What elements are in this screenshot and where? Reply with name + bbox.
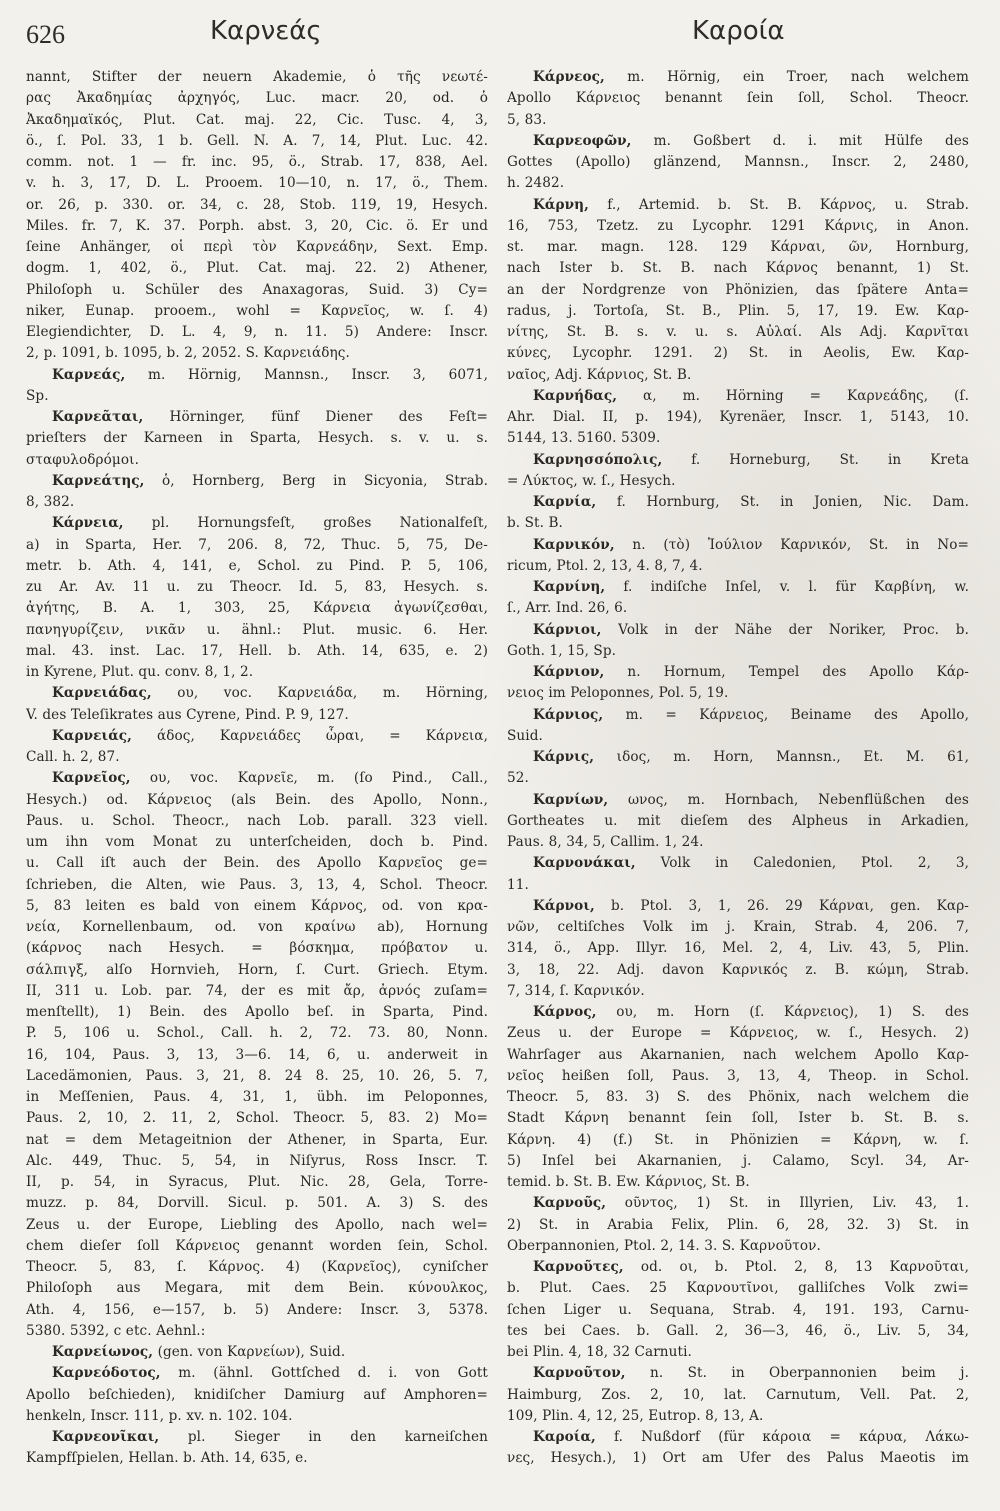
- line-text: Gortheates u. mit dieſem des Alpheus in Arkadien,: [507, 812, 969, 829]
- text-line: [26, 747, 488, 768]
- headword: Κάρνιον,: [533, 664, 605, 680]
- line-text: ναῖος, Adj. Κάρνιος, St. B.: [507, 366, 692, 383]
- text-line: [26, 450, 488, 471]
- text-line: [26, 641, 488, 662]
- line-text: Miles. fr. 7, K. 37. Porph. abst. 3, 20, Cic. ö. Er und: [26, 217, 488, 234]
- entry-first-line: [507, 386, 969, 407]
- headword: Κάρνιος,: [533, 706, 604, 723]
- line-text: chem dieſer ſoll Κάρνειος genannt worden ſein, Schol.: [26, 1237, 488, 1254]
- line-text: an der Nordgrenze von Phönizien, das ſpätere Anta=: [507, 281, 969, 298]
- text-line: [507, 1406, 969, 1427]
- line-text: ſ., Arr. Ind. 26, 6.: [507, 600, 628, 617]
- line-text: ρας Ἀκαδημίας ἀρχηγός, Luc. macr. 20, od. ὁ: [26, 90, 488, 107]
- line-text: 8, 382.: [26, 494, 75, 510]
- text-line: [507, 237, 969, 258]
- text-line: [26, 131, 488, 152]
- line-text: 3, 18, 22. Adj. davon Καρνικός z. B. κώμη, Strab.: [507, 961, 969, 978]
- page-number: 626: [26, 20, 65, 49]
- line-text: ιδος, m. Horn, Mannsn., Et. M. 61,: [594, 749, 969, 765]
- text-line: [507, 981, 969, 1002]
- line-text: Volk in Caledonien, Ptol. 2, 3,: [635, 855, 969, 872]
- line-text: ö., ſ. Pol. 33, 1 b. Gell. N. A. 7, 14, Plut. Luc. 42.: [26, 132, 488, 149]
- text-line: [26, 216, 488, 237]
- line-text: σταφυλοδρόμοι.: [26, 451, 139, 468]
- line-text: f. Hornburg, St. in Jonien, Nic. Dam.: [596, 494, 969, 510]
- line-text: n. St. in Oberpannonien beim j.: [625, 1365, 969, 1382]
- text-line: [26, 280, 488, 301]
- line-text: 2, p. 1091, b. 1095, b. 2, 2052. S. Καρνειάδης.: [26, 345, 350, 362]
- headword: Καρνοῦτον,: [533, 1365, 626, 1382]
- text-line: [26, 1406, 488, 1427]
- entry-first-line: [507, 1002, 969, 1023]
- text-line: [507, 1151, 969, 1172]
- line-text: pl. Hornungsfeſt, großes Nationalfeſt,: [123, 515, 488, 532]
- line-text: Theocr. 5, 83. 3) S. des Phönix, nach welchem die: [507, 1089, 969, 1105]
- line-text: v. h. 3, 17, D. L. Prooem. 10—10, n. 17, ö., Them.: [26, 175, 488, 192]
- line-text: or. 26, p. 330. or. 34, c. 28, Stob. 119, 19, Hesych.: [26, 196, 488, 213]
- left-column: [26, 67, 488, 1470]
- line-text: Volk in der Nähe der Noriker, Proc. b.: [601, 621, 969, 638]
- line-text: 52.: [507, 770, 529, 787]
- text-line: [507, 88, 969, 109]
- text-line: [507, 365, 969, 386]
- headword: Καρνοῦτες,: [533, 1259, 624, 1275]
- line-text: b. Ptol. 3, 1, 26. 29 Κάρναι, gen. Καρ-: [594, 897, 969, 914]
- headword: Καρνεόδοτος,: [52, 1365, 161, 1382]
- line-text: Theocr. 5, 83, ſ. Κάρνος. 4) (Καρνεῖος), cyniſcher: [26, 1259, 488, 1275]
- text-line: [507, 1278, 969, 1299]
- text-line: [507, 1108, 969, 1129]
- text-line: [507, 768, 969, 789]
- text-line: [26, 1066, 488, 1087]
- entry-first-line: [507, 790, 969, 811]
- line-text: 5380. 5392, c etc. Aehnl.:: [26, 1322, 206, 1339]
- entry-first-line: [507, 620, 969, 641]
- line-text: 5, 83.: [507, 111, 547, 128]
- text-line: [26, 577, 488, 598]
- text-line: [26, 1278, 488, 1299]
- text-line: [26, 258, 488, 279]
- text-line: [26, 938, 488, 959]
- headword: Καρνίων,: [533, 791, 609, 808]
- line-text: πανηγυρίζειν, νικᾶν u. ähnl.: Plut. music. 6. Her.: [26, 621, 488, 638]
- headword: Καρνίνη,: [533, 579, 606, 595]
- entry-first-line: [507, 705, 969, 726]
- line-text: um ihn vom Monat zu unterſcheiden, doch b. Pind.: [26, 834, 488, 850]
- line-text: f. indiſche Inſel, v. l. für Καρβίνη, w.: [605, 579, 969, 595]
- line-text: Gottes (Apollo) glänzend, Mannsn., Inscr. 2, 2480,: [507, 154, 969, 170]
- headword: Καρνείωνος,: [52, 1344, 154, 1360]
- text-line: [26, 598, 488, 619]
- line-text: Ath. 4, 156, e—157, b. 5) Andere: Inscr. 3, 5378.: [26, 1301, 488, 1318]
- line-text: οῦντος, 1) St. in Illyrien, Liv. 43, 1.: [606, 1195, 969, 1212]
- text-line: [507, 1087, 969, 1108]
- line-text: 109, Plin. 4, 12, 25, Eutrop. 8, 13, A.: [507, 1407, 764, 1424]
- entry-first-line: [507, 195, 969, 216]
- line-text: m. Hörnig, ein Troer, nach welchem: [604, 69, 969, 85]
- headword: Κάρνιοι,: [533, 621, 602, 638]
- text-line: [26, 790, 488, 811]
- line-text: νίτης, St. B. s. v. u. s. Αὐλαί. Als Adj. Καρνῖται: [507, 324, 969, 340]
- headword: Καρνειάδας,: [52, 685, 152, 702]
- text-line: [507, 471, 969, 492]
- line-text: pl. Sieger in den karneiſchen: [159, 1429, 488, 1445]
- line-text: dogm. 1, 402, ö., Plut. Cat. maj. 22. 2) Athener,: [26, 260, 488, 277]
- line-text: zu Ar. Av. 11 u. zu Theocr. Id. 5, 83, Hesych. s.: [26, 579, 488, 595]
- line-text: bei Plin. 4, 18, 32 Carnuti.: [507, 1344, 692, 1360]
- line-text: in Kyrene, Plut. qu. conv. 8, 1, 2.: [26, 664, 254, 680]
- text-line: [507, 110, 969, 131]
- text-line: [507, 1215, 969, 1236]
- line-text: P. 5, 106 u. Schol., Call. h. 2, 72. 73. 80, Nonn.: [26, 1025, 488, 1042]
- text-line: [507, 301, 969, 322]
- text-line: [26, 173, 488, 194]
- entry-first-line: [507, 1257, 969, 1278]
- entry-first-line: [26, 471, 488, 492]
- line-text: u. Call iſt auch der Bein. des Apollo Καρνεῖος ge=: [26, 855, 488, 872]
- line-text: Goth. 1, 15, Sp.: [507, 642, 617, 659]
- line-text: ωνος, m. Hornbach, Nebenflüßchen des: [608, 791, 969, 808]
- headword: Καρνεῖος,: [52, 770, 131, 787]
- text-line: [507, 216, 969, 237]
- text-line: [26, 556, 488, 577]
- headword: Κάρνη,: [533, 196, 589, 213]
- line-text: Paus. 8, 34, 5, Callim. 1, 24.: [507, 834, 704, 850]
- line-text: 5144, 13. 5160. 5309.: [507, 430, 661, 447]
- line-text: νεῖος heißen ſoll, Paus. 3, 13, 4, Theop. in Schol.: [507, 1067, 969, 1084]
- line-text: m. = Κάρνειος, Beiname des Apollo,: [603, 706, 969, 723]
- right-column: [507, 67, 969, 1470]
- line-text: V. des Teleſikrates aus Cyrene, Pind. P. 9, 127.: [26, 706, 349, 723]
- line-text: Sp.: [26, 387, 49, 404]
- line-text: menſtellt), 1) Bein. des Apollo beſ. in Sparta, Pind.: [26, 1004, 488, 1020]
- line-text: Hesych.) od. Κάρνειος (als Bein. des Apollo, Nonn.,: [26, 791, 488, 808]
- line-text: ricum, Ptol. 2, 13, 4. 8, 7, 4.: [507, 557, 703, 574]
- line-text: 11.: [507, 876, 529, 893]
- line-text: α, m. Hörning = Καρνεάδης, (ſ.: [617, 387, 969, 404]
- text-line: [26, 1385, 488, 1406]
- headword: Κάρνεος,: [533, 69, 605, 85]
- line-text: II, 311 u. Lob. par. 74, der es mit ἄρ, ἀρνός zuſam=: [26, 982, 488, 999]
- entry-first-line: [507, 492, 969, 513]
- text-line: [26, 428, 488, 449]
- text-line: [507, 173, 969, 194]
- text-line: [507, 1066, 969, 1087]
- text-line: [26, 67, 488, 88]
- headword: Καρνεοφῶν,: [533, 132, 632, 149]
- text-line: [507, 1045, 969, 1066]
- text-line: [26, 195, 488, 216]
- text-line: [507, 641, 969, 662]
- line-text: Hörninger, fünf Diener des Feſt=: [143, 409, 488, 425]
- entry-first-line: [26, 407, 488, 428]
- text-line: [507, 152, 969, 173]
- text-line: [26, 917, 488, 938]
- text-line: [507, 875, 969, 896]
- line-text: (κάρνος nach Hesych. = βόσκημα, πρόβατον u.: [26, 940, 488, 957]
- headword: Καρνεάτης,: [52, 472, 145, 489]
- running-head-right: Καροία: [692, 16, 785, 46]
- line-text: metr. b. Ath. 4, 141, e, Schol. zu Pind. P. 5, 106,: [26, 557, 488, 574]
- line-text: άδος, Καρνειάδες ὧραι, = Κάρνεια,: [131, 727, 488, 744]
- entry-first-line: [507, 1427, 969, 1448]
- text-line: [26, 88, 488, 109]
- headword: Κάρνις,: [533, 749, 595, 765]
- text-line: [507, 1172, 969, 1193]
- line-text: Lacedämonien, Paus. 3, 21, 8. 24 8. 25, 10. 26, 5. 7,: [26, 1067, 488, 1084]
- line-text: henkeln, Inscr. 111, p. xv. n. 102. 104.: [26, 1407, 293, 1424]
- text-line: [26, 981, 488, 1002]
- text-line: [507, 556, 969, 577]
- text-line: [26, 1151, 488, 1172]
- line-text: Oberpannonien, Ptol. 2, 14. 3. S. Καρνοῦτον.: [507, 1237, 821, 1254]
- running-head-left: Καρνεάς: [210, 16, 322, 46]
- text-line: [26, 811, 488, 832]
- text-line: [507, 1321, 969, 1342]
- line-text: Call. h. 2, 87.: [26, 749, 120, 765]
- text-line: [26, 1108, 488, 1129]
- headword: Καρνήδας,: [533, 387, 618, 404]
- line-text: ου, m. Horn (ſ. Κάρνειος), 1) S. des: [596, 1004, 969, 1020]
- text-line: [26, 386, 488, 407]
- line-text: Paus. 2, 10, 2. 11, 2, Schol. Theocr. 5, 83. 2) Mo=: [26, 1110, 488, 1127]
- line-text: Stadt Κάρνη benannt ſein ſoll, Ister b. St. B. s.: [507, 1110, 969, 1127]
- line-text: ὁ, Hornberg, Berg in Sicyonia, Strab.: [144, 472, 488, 489]
- headword: Καρνειάς,: [52, 727, 132, 744]
- text-line: [26, 1215, 488, 1236]
- text-line: [26, 1448, 488, 1469]
- text-line: [507, 1342, 969, 1363]
- line-text: m. Goßbert d. i. mit Hülfe des: [631, 132, 969, 149]
- text-line: [26, 1236, 488, 1257]
- line-text: Ahr. Dial. II, p. 194), Kyrenäer, Inscr. 1, 5143, 10.: [507, 409, 969, 425]
- line-text: Apollo Κάρνειος benannt ſein ſoll, Schol. Theocr.: [507, 90, 969, 107]
- line-text: νεία, Kornellenbaum, od. von κραίνω ab), Hornung: [26, 919, 488, 935]
- text-line: [26, 853, 488, 874]
- text-line: [507, 1448, 969, 1469]
- text-line: [26, 705, 488, 726]
- line-text: 16, 104, Paus. 3, 13, 3—6. 14, 6, u. anderweit in: [26, 1046, 488, 1063]
- entry-first-line: [26, 513, 488, 534]
- entry-first-line: [507, 747, 969, 768]
- headword: Καρνεάς,: [52, 366, 126, 383]
- entry-first-line: [507, 535, 969, 556]
- line-text: Philoſoph aus Megara, mit dem Bein. κύνουλκος,: [26, 1280, 488, 1297]
- entry-first-line: [507, 131, 969, 152]
- headword: Καροία,: [533, 1429, 596, 1445]
- text-line: [507, 683, 969, 704]
- line-text: Philoſoph u. Schüler des Anaxagoras, Suid. 3) Cy=: [26, 281, 488, 298]
- text-line: [26, 896, 488, 917]
- line-text: radus, j. Tortoſa, St. B., Plin. 5, 17, 19. Ew. Καρ-: [507, 302, 969, 319]
- headword: Καρνεονῖκαι,: [52, 1429, 160, 1445]
- entry-first-line: [26, 683, 488, 704]
- text-line: [26, 1002, 488, 1023]
- line-text: νειος im Peloponnes, Pol. 5, 19.: [507, 685, 729, 702]
- text-line: [26, 1257, 488, 1278]
- text-line: [26, 832, 488, 853]
- line-text: Zeus u. der Europe = Κάρνειος, w. ſ., Hesych. 2): [507, 1025, 969, 1042]
- text-line: [26, 492, 488, 513]
- entry-first-line: [26, 726, 488, 747]
- text-line: [507, 811, 969, 832]
- headword: Κάρνοι,: [533, 897, 595, 914]
- line-text: 7, 314, ſ. Καρνικόν.: [507, 982, 645, 999]
- text-line: [26, 875, 488, 896]
- headword: Καρνοῦς,: [533, 1195, 607, 1212]
- text-line: [26, 620, 488, 641]
- line-text: h. 2482.: [507, 175, 565, 192]
- line-text: n. (τὸ) Ἰούλιον Καρνικόν, St. in No=: [614, 536, 969, 553]
- text-line: [507, 1023, 969, 1044]
- text-line: [26, 535, 488, 556]
- text-line: [507, 513, 969, 534]
- entry-first-line: [507, 450, 969, 471]
- text-line: [26, 1087, 488, 1108]
- line-text: f., Artemid. b. St. B. Κάρνος, u. Strab.: [588, 196, 969, 213]
- line-text: od. οι, b. Ptol. 2, 8, 13 Καρνοῦται,: [623, 1259, 969, 1275]
- headword: Κάρνος,: [533, 1004, 597, 1020]
- line-text: nat = dem Metageitnion der Athener, in Sparta, Eur.: [26, 1131, 488, 1148]
- line-text: (gen. von Καρνείων), Suid.: [153, 1344, 346, 1360]
- line-text: νες, Hesych.), 1) Ort am Ufer des Palus Maeotis im: [507, 1450, 969, 1467]
- line-text: Κάρνη. 4) (f.) St. in Phönizien = Κάρνη, w. ſ.: [507, 1131, 969, 1148]
- entry-first-line: [26, 1363, 488, 1384]
- text-line: [507, 832, 969, 853]
- line-text: Ἀκαδημαϊκός, Plut. Cat. maj. 22, Cic. Tusc. 4, 3,: [26, 111, 488, 128]
- line-text: b. Plut. Caes. 25 Καρνουτῖνοι, galliſches Volk zwi=: [507, 1280, 969, 1297]
- line-text: muzz. p. 84, Dorvill. Sicul. p. 501. A. 3) S. des: [26, 1195, 488, 1212]
- line-text: mal. 43. inst. Lac. 17, Hell. b. Ath. 14, 635, e. 2): [26, 642, 488, 659]
- line-text: m. (ähnl. Gottſched d. i. von Gott: [160, 1365, 488, 1382]
- entry-first-line: [507, 1363, 969, 1384]
- text-line: [507, 960, 969, 981]
- text-line: [26, 343, 488, 364]
- text-line: [26, 322, 488, 343]
- headword: Καρνία,: [533, 494, 597, 510]
- text-line: [507, 938, 969, 959]
- line-text: ſchen Liger u. Sequana, Strab. 4, 191. 193, Carnu-: [507, 1301, 969, 1318]
- headword: Καρνεᾶται,: [52, 409, 144, 425]
- text-line: [507, 598, 969, 619]
- line-text: in Meſſenien, Paus. 4, 31, 1, übh. im Peloponnes,: [26, 1089, 488, 1105]
- line-text: νῶν, celtiſches Volk im j. Krain, Strab. 4, 206. 7,: [507, 919, 969, 935]
- headword: Κάρνεια,: [52, 515, 124, 532]
- entry-first-line: [26, 365, 488, 386]
- text-line: [507, 258, 969, 279]
- line-text: Wahrſager aus Akarnanien, nach welchem Apollo Καρ-: [507, 1046, 969, 1063]
- text-line: [26, 1172, 488, 1193]
- line-text: f. Nußdorf (für κάροια = κάρυα, Λάκω-: [595, 1429, 969, 1445]
- line-text: ου, voc. Καρνεῖε, m. (ſo Pind., Call.,: [130, 770, 488, 787]
- line-text: Kampfſpielen, Hellan. b. Ath. 14, 635, e.: [26, 1450, 308, 1467]
- entry-first-line: [507, 1193, 969, 1214]
- line-text: Apollo beſchieden), knidiſcher Damiurg auf Amphoren=: [26, 1386, 488, 1403]
- line-text: temid. b. St. B. Ew. Κάρνιος, St. B.: [507, 1174, 750, 1190]
- line-text: st. mar. magn. 128. 129 Κάρναι, ῶν, Hornburg,: [507, 239, 969, 255]
- line-text: ſeine Anhänger, οἱ περὶ τὸν Καρνεάδην, Sext. Emp.: [26, 239, 488, 255]
- text-line: [507, 322, 969, 343]
- text-line: [26, 1130, 488, 1151]
- line-text: Zeus u. der Europe, Liebling des Apollo, nach wel=: [26, 1216, 488, 1233]
- line-text: 2) St. in Arabia Felix, Plin. 6, 28, 32. 3) St. in: [507, 1216, 969, 1233]
- line-text: niker, Eunap. prooem., wohl = Καρνεῖος, w. ſ. 4): [26, 302, 488, 319]
- text-line: [507, 1300, 969, 1321]
- line-text: 5) Inſel bei Akarnanien, j. Calamo, Scyl. 34, Ar-: [507, 1152, 969, 1169]
- line-text: ου, voc. Καρνειάδα, m. Hörning,: [151, 685, 488, 702]
- text-line: [507, 1130, 969, 1151]
- text-line: [26, 1300, 488, 1321]
- line-text: tes bei Caes. b. Gall. 2, 36—3, 46, ö., Liv. 5, 34,: [507, 1322, 969, 1339]
- text-line: [26, 1045, 488, 1066]
- entry-first-line: [26, 1342, 488, 1363]
- text-line: [26, 301, 488, 322]
- text-line: [26, 1321, 488, 1342]
- line-text: Suid.: [507, 727, 543, 744]
- text-line: [507, 1236, 969, 1257]
- line-text: Elegiendichter, D. L. 4, 9, n. 11. 5) Andere: Inscr.: [26, 324, 488, 340]
- line-text: f. Horneburg, St. in Kreta: [662, 451, 969, 468]
- text-line: [26, 960, 488, 981]
- headword: Καρνησσόπολις,: [533, 451, 663, 468]
- entry-first-line: [26, 768, 488, 789]
- entry-first-line: [507, 662, 969, 683]
- entry-first-line: [507, 577, 969, 598]
- text-line: [507, 428, 969, 449]
- line-text: Alc. 449, Thuc. 5, 54, in Niſyrus, Ross Inscr. T.: [26, 1152, 488, 1169]
- line-text: prieſters der Karneen in Sparta, Hesych. s. v. u. s.: [26, 430, 488, 447]
- text-line: [26, 1193, 488, 1214]
- headword: Καρνικόν,: [533, 536, 615, 553]
- text-line: [507, 917, 969, 938]
- text-line: [507, 1385, 969, 1406]
- line-text: ſchrieben, die Alten, wie Paus. 3, 13, 4, Schol. Theocr.: [26, 876, 488, 893]
- text-line: [507, 726, 969, 747]
- line-text: σάλπιγξ, alſo Hornvieh, Horn, ſ. Curt. Griech. Etym.: [26, 961, 488, 978]
- entry-first-line: [507, 853, 969, 874]
- line-text: a) in Sparta, Her. 7, 206. 8, 72, Thuc. 5, 75, De-: [26, 536, 488, 553]
- text-line: [26, 237, 488, 258]
- text-line: [26, 1023, 488, 1044]
- line-text: 16, 753, Tzetz. zu Lycophr. 1291 Κάρνις, in Anon.: [507, 217, 969, 234]
- line-text: κύνες, Lycophr. 1291. 2) St. in Aeolis, Ew. Καρ-: [507, 345, 969, 362]
- line-text: ἀγήτης, B. A. 1, 303, 25, Κάρνεια ἀγωνίζεσθαι,: [26, 600, 488, 617]
- text-line: [26, 152, 488, 173]
- entry-first-line: [507, 896, 969, 917]
- line-text: 5, 83 leiten es bald von einem Κάρνος, od. von κρα-: [26, 897, 488, 914]
- line-text: Paus. u. Schol. Theocr., nach Lob. parall. 323 viell.: [26, 812, 488, 829]
- line-text: b. St. B.: [507, 515, 563, 532]
- line-text: nannt, Stifter der neuern Akademie, ὁ τῆς νεωτέ-: [26, 69, 488, 85]
- headword: Καρνονάκαι,: [533, 855, 636, 872]
- line-text: Haimburg, Zos. 2, 10, lat. Carnutum, Vell. Pat. 2,: [507, 1386, 969, 1403]
- line-text: II, p. 54, in Syracus, Plut. Nic. 28, Gela, Torre-: [26, 1174, 488, 1190]
- text-line: [26, 662, 488, 683]
- line-text: m. Hörnig, Mannsn., Inscr. 3, 6071,: [125, 366, 488, 383]
- line-text: n. Hornum, Tempel des Apollo Κάρ-: [604, 664, 969, 680]
- entry-first-line: [507, 67, 969, 88]
- line-text: nach Ister b. St. B. nach Κάρνος benannt, 1) St.: [507, 260, 969, 277]
- entry-first-line: [26, 1427, 488, 1448]
- text-line: [507, 280, 969, 301]
- text-line: [26, 110, 488, 131]
- line-text: = Λύκτος, w. ſ., Hesych.: [507, 472, 676, 489]
- line-text: comm. not. 1 — fr. inc. 95, ö., Strab. 17, 838, Ael.: [26, 154, 488, 170]
- text-line: [507, 343, 969, 364]
- line-text: 314, ö., App. Illyr. 16, Mel. 2, 4, Liv. 43, 5, Plin.: [507, 940, 969, 957]
- text-line: [507, 407, 969, 428]
